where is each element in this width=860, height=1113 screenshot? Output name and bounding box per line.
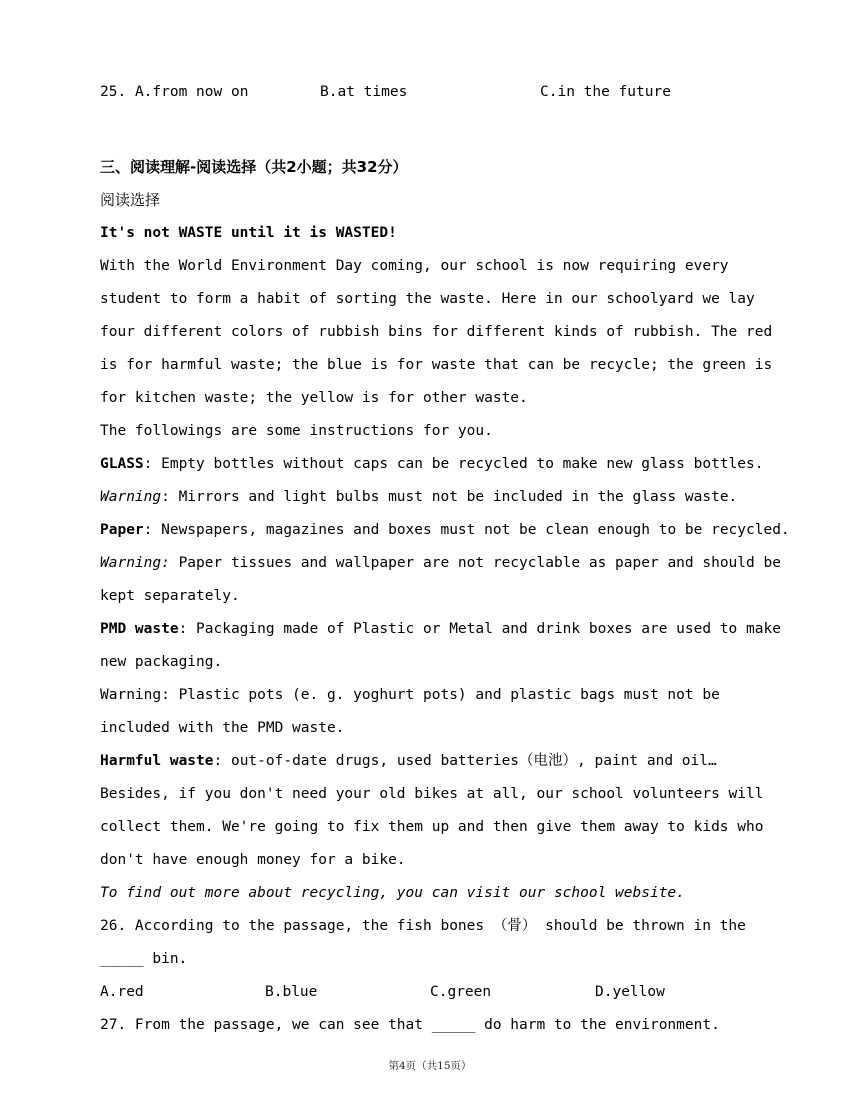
paper-instruction: Paper: Newspapers, magazines and boxes must not be clean enough to be recycled. xyxy=(100,522,790,538)
paper-warning-cont: kept separately. xyxy=(100,588,240,604)
q25-option-c: C.in the future xyxy=(540,84,671,100)
passage-line: student to form a habit of sorting the waste. Here in our schoolyard we lay xyxy=(100,291,755,307)
passage-line: don't have enough money for a bike. xyxy=(100,852,406,868)
q26-option-c: C.green xyxy=(430,984,492,1000)
q26-stem-cont: _____ bin. xyxy=(100,951,188,967)
q26-option-a: A.red xyxy=(100,984,144,1000)
passage-line: Besides, if you don't need your old bikes at all, our school volunteers will xyxy=(100,786,764,802)
q25-option-b: B.at times xyxy=(320,84,408,100)
pmd-instruction-cont: new packaging. xyxy=(100,654,223,670)
paper-warning: Warning: Paper tissues and wallpaper are not recyclable as paper and should be xyxy=(100,555,781,571)
passage-line: With the World Environment Day coming, our school is now requiring every xyxy=(100,258,729,274)
pmd-instruction: PMD waste: Packaging made of Plastic or Metal and drink boxes are used to make xyxy=(100,621,781,637)
passage-line: is for harmful waste; the blue is for waste that can be recycle; the green is xyxy=(100,357,773,373)
q26-option-b: B.blue xyxy=(265,984,318,1000)
section-title: 三、阅读理解-阅读选择（共2小题；共32分） xyxy=(100,158,408,176)
glass-warning: Warning: Mirrors and light bulbs must not be included in the glass waste. xyxy=(100,489,738,505)
website-note: To find out more about recycling, you can visit our school website. xyxy=(100,885,685,901)
passage-line: collect them. We're going to fix them up and then give them away to kids who xyxy=(100,819,764,835)
passage-line: The followings are some instructions for you. xyxy=(100,423,493,439)
section-subtitle: 阅读选择 xyxy=(100,191,161,209)
passage-line: four different colors of rubbish bins for different kinds of rubbish. The red xyxy=(100,324,773,340)
harmful-instruction: Harmful waste: out-of-date drugs, used batteries（电池）, paint and oil… xyxy=(100,753,717,769)
q26-option-d: D.yellow xyxy=(595,984,665,1000)
glass-instruction: GLASS: Empty bottles without caps can be recycled to make new glass bottles. xyxy=(100,456,764,472)
page-footer: 第4页（共15页） xyxy=(388,1060,472,1072)
q25-option-a: 25. A.from now on xyxy=(100,84,249,100)
pmd-warning: Warning: Plastic pots (e. g. yoghurt pots) and plastic bags must not be xyxy=(100,687,720,703)
passage-line: for kitchen waste; the yellow is for other waste. xyxy=(100,390,528,406)
q26-stem: 26. According to the passage, the fish bones （骨） should be thrown in the xyxy=(100,918,746,934)
passage-title: It's not WASTE until it is WASTED! xyxy=(100,225,397,241)
q27-stem: 27. From the passage, we can see that _____ do harm to the environment. xyxy=(100,1017,720,1033)
pmd-warning-cont: included with the PMD waste. xyxy=(100,720,345,736)
